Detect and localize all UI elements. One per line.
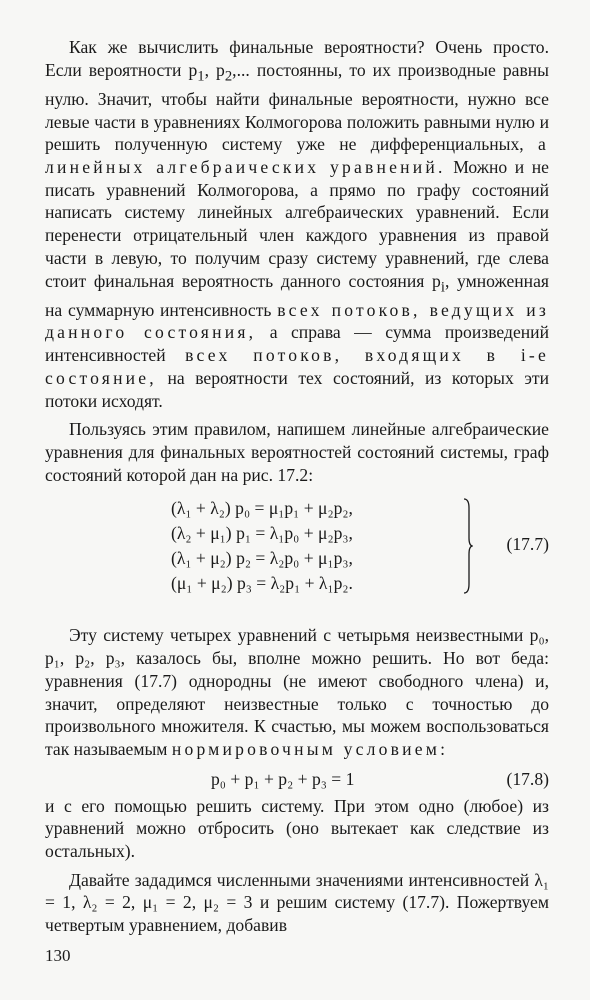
equation-lines bbox=[171, 496, 461, 596]
subscript: 1 bbox=[197, 68, 205, 85]
right-brace bbox=[463, 498, 473, 594]
text: а справа — сумма произведений интенсивностей bbox=[45, 322, 549, 366]
subscript: i bbox=[440, 279, 445, 296]
text: Эту систему четырех уравнений с четырьмя неизвестными p₀, p₁, p₂, p₃, казалось бы, вполне можно решить. Но вот беда: уравнения (17.7) однородны (не имеют свободного члена) и, значит, определяют неизвестные только с точностью до произвольного множителя. К счастью, мы можем воспользоваться так называемым bbox=[45, 625, 549, 759]
equation-line: (λ₂ + μ₁) p₁ = λ₁p₀ + μ₂p₃, bbox=[171, 523, 353, 544]
normalization-condition bbox=[45, 765, 549, 795]
paragraph-5: Давайте зададимся численными значениями интенсивностей λ₁ = 1, λ₂ = 2, μ₁ = 2, μ₂ = 3 и решим систему (17.7). Пожертвуем четвертым уравнением, добавив bbox=[45, 869, 549, 936]
text: на вероятности тех состояний, из которых эти потоки исходят. bbox=[45, 367, 549, 411]
text: ,... постоянны, то их производные равны нулю. Значит, чтобы найти финальные вероятности, нужно все левые части в уравнениях Колмогорова положить равными нулю и решить полученную систему уже не дифференциальных, bbox=[45, 59, 549, 155]
normalization-formula: p₀ + p₁ + p₂ + p₃ = 1 bbox=[211, 768, 355, 789]
spaced-emphasis: всех потоков, входящих в i-е состояние, bbox=[45, 345, 550, 388]
paragraph-2: Пользуясь этим правилом, напишем линейные алгебраические уравнения для финальных вероятностей состояний системы, граф состояний которой дан на рис. 17.2: bbox=[45, 419, 549, 485]
subscript: 2 bbox=[224, 68, 233, 85]
spaced-emphasis: всех потоков, ведущих из данного состояния, bbox=[45, 299, 549, 343]
equation-number: (17.8) bbox=[506, 768, 549, 789]
text: Как же вычислить финальные вероятности? Очень просто. Если вероятности p bbox=[45, 37, 549, 80]
spaced-emphasis: нормировочным условием: bbox=[171, 738, 449, 759]
spaced-emphasis: а линейных алгебраических уравнений. bbox=[45, 134, 549, 178]
page-body bbox=[45, 36, 549, 937]
paragraph-3 bbox=[45, 624, 549, 760]
equation-system-17-7 bbox=[45, 496, 549, 602]
equation-number: (17.7) bbox=[506, 534, 549, 555]
text: , p bbox=[204, 59, 225, 80]
text: Можно и не писать уравнений Колмогорова, а прямо по графу состояний написать систему линейных алгебраических уравнений. Если перенести отрицательный член каждого уравнения из правой части в левую, то получим сразу систему уравнений, где слева стоит финальная вероятность данного состояния p bbox=[45, 157, 549, 291]
text: , умноженная на суммарную интенсивность bbox=[45, 270, 549, 320]
paragraph-4: и с его помощью решить систему. При этом одно (любое) из уравнений можно отбросить (оно вытекает как следствие из остальных). bbox=[45, 795, 549, 862]
page-number: 130 bbox=[45, 946, 71, 965]
equation-line: (μ₁ + μ₂) p₃ = λ₂p₁ + λ₁p₂. bbox=[171, 573, 353, 594]
equation-line: (λ₁ + λ₂) p₀ = μ₁p₁ + μ₂p₂, bbox=[171, 498, 353, 519]
paragraph-1 bbox=[45, 36, 549, 412]
equation-line: (λ₁ + μ₂) p₂ = λ₂p₀ + μ₁p₃, bbox=[171, 548, 353, 569]
